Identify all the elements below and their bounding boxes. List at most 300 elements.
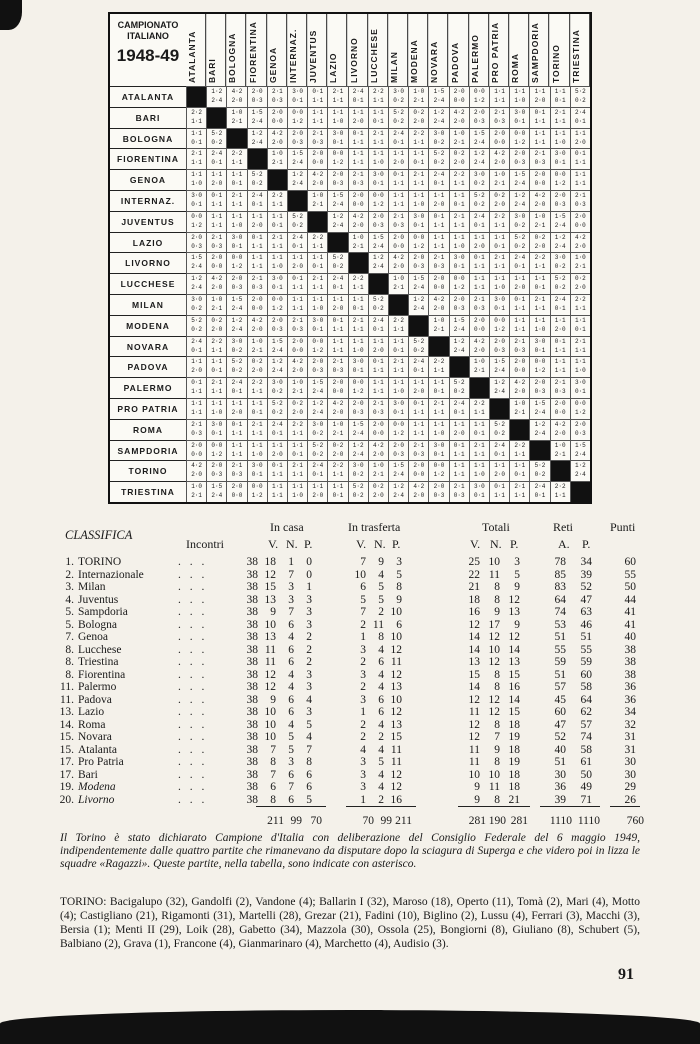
crosstable-col-header: LUCCHESE <box>368 14 388 86</box>
crosstable-result-cell: 2·0 0·3 <box>529 377 549 398</box>
crosstable-result-cell: 4·2 2·0 <box>469 336 489 357</box>
crosstable-result-cell: 2·4 0·1 <box>550 294 570 315</box>
row-v: 11 <box>468 756 480 768</box>
crosstable-result-cell: 3·0 0·1 <box>509 107 529 128</box>
crosstable-diagonal-cell <box>428 336 448 357</box>
crosstable-row-label: GENOA <box>110 169 186 190</box>
crosstable-result-cell: 1·1 1·0 <box>186 169 206 190</box>
row-hn: 1 <box>288 556 294 568</box>
crosstable-result-cell: 0·2 2·0 <box>327 440 347 461</box>
crosstable-result-cell: 3·0 0·2 <box>428 128 448 149</box>
crosstable-result-cell: 5·2 0·2 <box>348 481 368 502</box>
crosstable-result-cell: 3·0 0·1 <box>206 419 226 440</box>
standings-row <box>60 694 650 706</box>
row-tp: 10 <box>390 693 402 706</box>
total-hp: 70 <box>310 815 322 827</box>
crosstable-result-cell: 2·4 0·1 <box>327 273 347 294</box>
crosstable-result-cell: 4·2 2·0 <box>428 294 448 315</box>
crosstable-result-cell: 0·2 2·0 <box>206 315 226 336</box>
row-tn: 4 <box>378 781 384 793</box>
crosstable-result-cell: 2·0 0·3 <box>428 481 448 502</box>
header-incontri: Incontri <box>186 537 224 551</box>
row-gf: 53 <box>554 618 566 631</box>
row-inc: 38 <box>246 556 258 568</box>
row-inc: 38 <box>246 593 258 606</box>
crosstable-result-cell: 0·2 2·0 <box>570 273 590 294</box>
crosstable-diagonal-cell <box>388 294 408 315</box>
row-n: 11 <box>488 781 500 793</box>
row-tv: 2 <box>360 731 366 743</box>
crosstable-result-cell: 4·2 2·0 <box>186 460 206 481</box>
crosstable-result-cell: 3·0 0·1 <box>368 169 388 190</box>
row-inc: 38 <box>246 681 258 693</box>
crosstable-result-cell: 1·2 2·4 <box>509 190 529 211</box>
crosstable-result-cell: 1·1 1·1 <box>226 440 246 461</box>
row-position: 5. <box>65 606 74 618</box>
crosstable-result-cell: 3·0 0·1 <box>247 460 267 481</box>
crosstable-result-cell: 1·1 0·1 <box>449 190 469 211</box>
subheader-p: P. <box>392 537 401 551</box>
crosstable-result-cell: 3·0 0·1 <box>186 190 206 211</box>
row-team: Roma <box>78 718 106 731</box>
row-ga: 74 <box>580 731 592 743</box>
crosstable-row-label: PRO PATRIA <box>110 398 186 419</box>
crosstable-result-cell: 3·0 0·1 <box>226 232 246 253</box>
crosstable-result-cell: 1·1 1·1 <box>307 107 327 128</box>
row-tn: 4 <box>378 568 384 581</box>
crosstable-result-cell: 1·2 2·4 <box>368 252 388 273</box>
crosstable-result-cell: 1·1 0·1 <box>206 356 226 377</box>
row-hp: 5 <box>306 718 312 731</box>
crosstable-result-cell: 3·0 0·1 <box>327 128 347 149</box>
crosstable-diagonal-cell <box>489 398 509 419</box>
crosstable-result-cell: 1·1 2·0 <box>307 481 327 502</box>
crosstable-result-cell: 0·1 1·1 <box>428 211 448 232</box>
row-gf: 83 <box>554 581 566 593</box>
crosstable-result-cell: 0·1 1·1 <box>327 315 347 336</box>
row-tp: 10 <box>390 631 402 643</box>
crosstable-result-cell: 2·1 0·3 <box>307 128 327 149</box>
crosstable-result-cell: 0·0 1·2 <box>307 336 327 357</box>
row-hv: 10 <box>264 706 276 718</box>
row-hp: 3 <box>306 606 312 618</box>
row-inc: 38 <box>246 643 258 656</box>
crosstable-result-cell: 0·1 1·1 <box>509 294 529 315</box>
crosstable-col-header: LAZIO <box>327 14 347 86</box>
crosstable-result-cell: 2·0 0·0 <box>550 398 570 419</box>
row-leader-dots: . . . <box>178 656 208 668</box>
row-ga: 46 <box>580 618 592 631</box>
row-hv: 12 <box>264 668 276 681</box>
row-tv: 6 <box>360 581 366 593</box>
row-pts: 44 <box>624 593 636 606</box>
row-inc: 38 <box>246 631 258 643</box>
row-p: 3 <box>514 556 520 568</box>
row-inc: 38 <box>246 743 258 756</box>
row-leader-dots: . . . <box>178 693 208 706</box>
header-reti: Reti <box>553 520 573 534</box>
row-hn: 4 <box>288 668 294 681</box>
row-tv: 2 <box>360 681 366 693</box>
crosstable-diagonal-cell <box>307 211 327 232</box>
row-inc: 38 <box>246 668 258 681</box>
row-tp: 5 <box>396 568 402 581</box>
row-gf: 85 <box>554 568 566 581</box>
crosstable-result-cell: 2·4 0·1 <box>449 398 469 419</box>
crosstable-result-cell: 5·2 0·2 <box>368 294 388 315</box>
crosstable-result-cell: 1·0 2·1 <box>509 398 529 419</box>
row-tv: 3 <box>360 668 366 681</box>
row-ga: 59 <box>580 656 592 668</box>
crosstable-result-cell: 2·0 0·3 <box>489 336 509 357</box>
row-tn: 2 <box>378 606 384 618</box>
crosstable-result-cell: 1·2 2·4 <box>469 148 489 169</box>
crosstable-col-header: ATALANTA <box>186 14 206 86</box>
crosstable-result-cell: 0·0 1·2 <box>287 107 307 128</box>
crosstable-result-cell: 2·1 0·3 <box>529 148 549 169</box>
crosstable-row-label: NOVARA <box>110 336 186 357</box>
row-p: 15 <box>508 668 520 681</box>
crosstable-result-cell: 1·2 2·4 <box>287 169 307 190</box>
row-tp: 12 <box>390 781 402 793</box>
crosstable-result-cell: 2·4 0·1 <box>287 232 307 253</box>
crosstable-result-cell: 1·2 2·4 <box>327 211 347 232</box>
row-hv: 10 <box>264 718 276 731</box>
crosstable-result-cell: 1·5 2·4 <box>570 440 590 461</box>
crosstable-result-cell: 1·5 2·4 <box>469 128 489 149</box>
row-team: TORINO <box>78 556 122 568</box>
row-tv: 1 <box>360 706 366 718</box>
row-pts: 36 <box>624 693 636 706</box>
crosstable-row-label: MILAN <box>110 294 186 315</box>
row-leader-dots: . . . <box>178 793 208 806</box>
row-v: 14 <box>468 681 480 693</box>
crosstable-result-cell: 0·1 1·1 <box>307 86 327 107</box>
row-inc: 38 <box>246 768 258 781</box>
crosstable-result-cell: 2·4 0·1 <box>307 460 327 481</box>
crosstable-result-cell: 2·2 1·1 <box>509 440 529 461</box>
crosstable-diagonal-cell <box>226 128 246 149</box>
crosstable-result-cell: 3·0 0·2 <box>348 460 368 481</box>
row-hn: 7 <box>288 568 294 581</box>
crosstable-result-cell: 2·0 0·0 <box>186 440 206 461</box>
row-hv: 12 <box>264 681 276 693</box>
row-inc: 38 <box>246 618 258 631</box>
crosstable-col-header: JUVENTUS <box>307 14 327 86</box>
row-position: 11. <box>60 693 74 706</box>
row-ga: 61 <box>580 756 592 768</box>
standings-row <box>60 669 650 681</box>
crosstable-result-cell: 1·5 2·4 <box>267 336 287 357</box>
crosstable-result-cell: 3·0 0·1 <box>469 481 489 502</box>
crosstable-result-cell: 1·2 2·4 <box>489 377 509 398</box>
subheader-p: P. <box>304 537 313 551</box>
row-pts: 31 <box>624 743 636 756</box>
row-leader-dots: . . . <box>178 668 208 681</box>
crosstable-result-cell: 4·2 2·0 <box>287 356 307 377</box>
crosstable-result-cell: 2·1 1·1 <box>509 481 529 502</box>
crosstable-row-label: FIORENTINA <box>110 148 186 169</box>
row-inc: 38 <box>246 581 258 593</box>
total-n: 190 <box>488 815 506 827</box>
row-hp: 3 <box>306 681 312 693</box>
crosstable-result-cell: 2·2 1·1 <box>186 107 206 128</box>
crosstable-result-cell: 2·1 0·3 <box>267 86 287 107</box>
crosstable-result-cell: 2·0 0·0 <box>348 190 368 211</box>
standings-row <box>60 656 650 668</box>
crosstable-result-cell: 1·1 0·1 <box>388 336 408 357</box>
row-inc: 38 <box>246 781 258 793</box>
row-n: 7 <box>494 731 500 743</box>
crosstable-result-cell: 0·1 1·1 <box>247 232 267 253</box>
crosstable-result-cell: 1·1 1·1 <box>368 377 388 398</box>
row-ga: 55 <box>580 643 592 656</box>
crosstable-result-cell: 5·2 0·2 <box>327 252 347 273</box>
row-n: 12 <box>488 656 500 668</box>
crosstable-result-cell: 3·0 0·1 <box>388 398 408 419</box>
row-hn: 3 <box>288 756 294 768</box>
crosstable-result-cell: 1·1 2·0 <box>570 128 590 149</box>
crosstable-result-cell: 1·1 2·0 <box>348 107 368 128</box>
row-hv: 11 <box>264 656 276 668</box>
crosstable-result-cell: 1·2 2·4 <box>570 460 590 481</box>
row-team: Internazionale <box>78 568 144 581</box>
crosstable-result-cell: 2·1 1·1 <box>489 252 509 273</box>
crosstable-result-cell: 2·1 0·3 <box>226 460 246 481</box>
row-hp: 3 <box>306 668 312 681</box>
crosstable-result-cell: 4·2 2·0 <box>509 377 529 398</box>
row-hp: 2 <box>306 656 312 668</box>
row-hp: 2 <box>306 631 312 643</box>
row-gf: 47 <box>554 718 566 731</box>
row-hn: 6 <box>288 793 294 806</box>
crosstable-result-cell: 2·0 0·3 <box>368 211 388 232</box>
crosstable-result-cell: 3·0 0·2 <box>267 377 287 398</box>
crosstable-result-cell: 0·0 1·2 <box>226 252 246 273</box>
crosstable-row-label: JUVENTUS <box>110 211 186 232</box>
row-leader-dots: . . . <box>178 581 208 593</box>
crosstable-diagonal-cell <box>408 315 428 336</box>
crosstable-result-cell: 1·5 2·4 <box>408 273 428 294</box>
standings-row <box>60 719 650 731</box>
row-hn: 7 <box>288 781 294 793</box>
crosstable-result-cell: 2·1 0·3 <box>489 107 509 128</box>
crosstable-result-cell: 2·1 0·3 <box>348 169 368 190</box>
crosstable-result-cell: 2·0 0·0 <box>408 460 428 481</box>
total-tv: 70 <box>362 815 374 827</box>
row-pts: 41 <box>624 606 636 618</box>
crosstable-result-cell: 2·2 1·1 <box>469 398 489 419</box>
row-v: 12 <box>468 693 480 706</box>
crosstable-result-cell: 4·2 2·0 <box>529 190 549 211</box>
standings-title: CLASSIFICA <box>65 528 133 542</box>
row-position: 5. <box>65 618 74 631</box>
crosstable-result-cell: 1·1 0·1 <box>327 481 347 502</box>
row-tv: 3 <box>360 781 366 793</box>
row-gf: 51 <box>554 631 566 643</box>
crosstable-result-cell: 1·1 2·0 <box>550 315 570 336</box>
row-gf: 51 <box>554 668 566 681</box>
row-hn: 6 <box>288 643 294 656</box>
subheader-n: N. <box>286 537 298 551</box>
row-pts: 36 <box>624 681 636 693</box>
crosstable-result-cell: 2·1 0·3 <box>550 377 570 398</box>
crosstable-result-cell: 1·5 2·4 <box>206 481 226 502</box>
crosstable-result-cell: 1·1 2·0 <box>327 294 347 315</box>
row-n: 8 <box>494 756 500 768</box>
crosstable-result-cell: 1·1 1·1 <box>570 169 590 190</box>
crosstable-result-cell: 0·0 1·2 <box>348 377 368 398</box>
row-v: 10 <box>468 768 480 781</box>
crosstable-diagonal-cell <box>287 190 307 211</box>
crosstable-col-header: GENOA <box>267 14 287 86</box>
row-position: 11. <box>60 681 74 693</box>
row-tv: 10 <box>354 568 366 581</box>
crosstable-result-cell: 0·1 1·1 <box>570 148 590 169</box>
row-ga: 52 <box>580 581 592 593</box>
row-n: 12 <box>488 631 500 643</box>
crosstable-result-cell: 1·1 2·0 <box>226 398 246 419</box>
row-hv: 11 <box>264 643 276 656</box>
header-totali: Totali <box>482 520 510 534</box>
crosstable-result-cell: 3·0 0·2 <box>226 336 246 357</box>
row-pts: 31 <box>624 731 636 743</box>
crosstable-corner-year: 1948-49 <box>116 46 180 65</box>
crosstable-result-cell: 3·0 0·1 <box>428 440 448 461</box>
rule-in-casa <box>256 806 326 807</box>
row-hn: 6 <box>288 706 294 718</box>
row-p: 19 <box>508 731 520 743</box>
crosstable-result-cell: 4·2 2·0 <box>206 273 226 294</box>
crosstable-result-cell: 0·1 1·1 <box>449 440 469 461</box>
standings-row <box>60 781 650 793</box>
row-hn: 6 <box>288 656 294 668</box>
subheader-p: P. <box>510 537 519 551</box>
crosstable-result-cell: 4·2 2·0 <box>449 107 469 128</box>
crosstable-result-cell: 0·0 1·2 <box>206 440 226 461</box>
row-p: 14 <box>508 643 520 656</box>
row-tp: 15 <box>390 731 402 743</box>
row-team: Atalanta <box>78 743 117 756</box>
row-ga: 39 <box>580 568 592 581</box>
row-v: 15 <box>468 668 480 681</box>
row-hn: 4 <box>288 631 294 643</box>
crosstable-result-cell: 2·0 0·3 <box>307 356 327 377</box>
row-tp: 6 <box>396 618 402 631</box>
row-leader-dots: . . . <box>178 618 208 631</box>
crosstable-result-cell: 1·1 1·0 <box>388 377 408 398</box>
row-tp: 11 <box>390 756 402 768</box>
crosstable-result-cell: 0·2 2·0 <box>529 232 549 253</box>
crosstable-result-cell: 1·2 2·4 <box>186 273 206 294</box>
crosstable-result-cell: 1·5 2·4 <box>388 460 408 481</box>
crosstable-result-cell: 3·0 0·1 <box>489 294 509 315</box>
crosstable-result-cell: 4·2 2·0 <box>267 128 287 149</box>
subheader-v: V. <box>268 537 279 551</box>
crosstable-col-header: INTERNAZ. <box>287 14 307 86</box>
crosstable-result-cell: 1·1 1·0 <box>550 128 570 149</box>
crosstable-row-label: LIVORNO <box>110 252 186 273</box>
crosstable-result-cell: 1·1 2·0 <box>509 273 529 294</box>
crosstable-diagonal-cell <box>348 252 368 273</box>
crosstable-result-cell: 4·2 2·0 <box>368 440 388 461</box>
row-ga: 51 <box>580 631 592 643</box>
crosstable-result-cell: 1·1 1·0 <box>368 148 388 169</box>
crosstable-corner-title: CAMPIONATO ITALIANO <box>117 20 179 41</box>
row-position: 3. <box>65 581 74 593</box>
crosstable-result-cell: 2·0 0·0 <box>226 481 246 502</box>
crosstable-result-cell: 3·0 0·2 <box>307 419 327 440</box>
crosstable-result-cell: 2·0 0·3 <box>550 190 570 211</box>
crosstable-col-header: SAMPDORIA <box>529 14 549 86</box>
crosstable-result-cell: 1·1 0·1 <box>186 128 206 149</box>
crosstable-result-cell: 2·2 1·1 <box>327 460 347 481</box>
row-n: 8 <box>494 593 500 606</box>
row-leader-dots: . . . <box>178 593 208 606</box>
crosstable-row-label: LAZIO <box>110 232 186 253</box>
row-hv: 12 <box>264 568 276 581</box>
crosstable-result-cell: 5·2 0·2 <box>489 419 509 440</box>
row-p: 18 <box>508 718 520 731</box>
crosstable-result-cell: 2·1 1·1 <box>287 460 307 481</box>
crosstable-result-cell: 1·1 1·1 <box>489 86 509 107</box>
crosstable-result-cell: 1·1 1·0 <box>348 336 368 357</box>
row-gf: 59 <box>554 656 566 668</box>
row-v: 12 <box>468 731 480 743</box>
crosstable-result-cell: 2·2 1·1 <box>267 190 287 211</box>
row-team: Livorno <box>78 793 115 806</box>
row-leader-dots: . . . <box>178 743 208 756</box>
crosstable-result-cell: 1·1 0·1 <box>307 252 327 273</box>
crosstable-result-cell: 1·1 0·1 <box>226 169 246 190</box>
row-pts: 60 <box>624 556 636 568</box>
crosstable-result-cell: 5·2 0·2 <box>388 107 408 128</box>
total-gf: 1110 <box>549 815 572 827</box>
crosstable-row-label: PALERMO <box>110 377 186 398</box>
crosstable-result-cell: 1·1 1·0 <box>509 86 529 107</box>
row-tp: 16 <box>390 793 402 806</box>
crosstable-result-cell: 1·5 2·4 <box>247 107 267 128</box>
crosstable-result-cell: 2·1 0·3 <box>287 315 307 336</box>
crosstable-result-cell: 1·5 2·4 <box>509 169 529 190</box>
row-gf: 52 <box>554 731 566 743</box>
row-pts: 29 <box>624 781 636 793</box>
row-team: Padova <box>78 693 112 706</box>
row-tn: 5 <box>378 593 384 606</box>
row-team: Bologna <box>78 618 117 631</box>
crosstable-col-header: BARI <box>206 14 226 86</box>
row-hp: 4 <box>306 693 312 706</box>
row-hp: 2 <box>306 643 312 656</box>
crosstable-diagonal-cell <box>570 481 590 502</box>
crosstable-result-cell: 3·0 0·1 <box>529 336 549 357</box>
row-leader-dots: . . . <box>178 706 208 718</box>
row-gf: 39 <box>554 793 566 806</box>
row-ga: 34 <box>580 556 592 568</box>
row-tv: 7 <box>360 606 366 618</box>
crosstable-result-cell: 0·1 1·1 <box>287 273 307 294</box>
row-hv: 10 <box>264 731 276 743</box>
crosstable-result-cell: 2·0 0·3 <box>226 273 246 294</box>
crosstable-result-cell: 1·1 0·1 <box>287 440 307 461</box>
crosstable-result-cell: 3·0 0·1 <box>267 273 287 294</box>
row-v: 14 <box>468 643 480 656</box>
crosstable-result-cell: 2·1 0·3 <box>408 440 428 461</box>
crosstable-result-cell: 2·0 0·0 <box>449 86 469 107</box>
row-tp: 8 <box>396 581 402 593</box>
crosstable-result-cell: 2·2 1·1 <box>489 211 509 232</box>
row-v: 12 <box>468 618 480 631</box>
